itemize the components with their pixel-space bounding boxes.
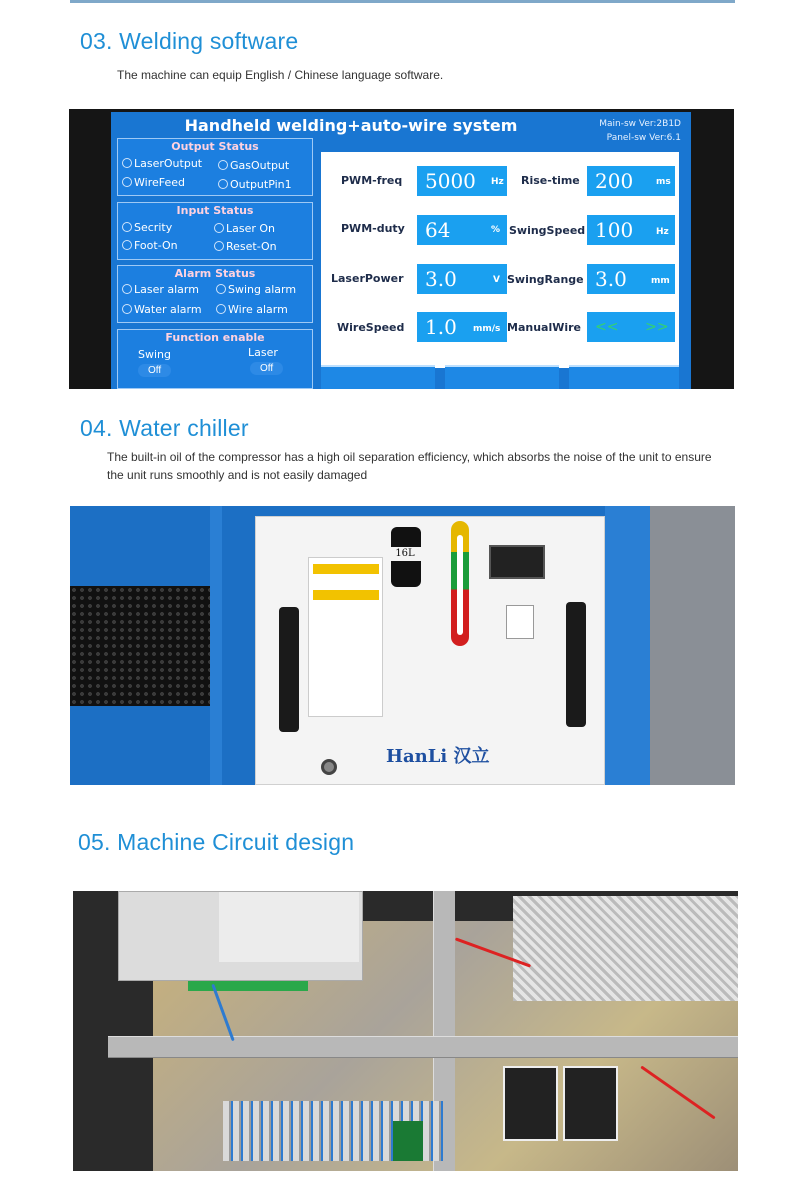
left-handle <box>279 607 299 732</box>
radio-indicator <box>122 240 132 250</box>
background-wall <box>650 506 735 785</box>
radio-indicator <box>214 241 224 251</box>
option-water-alarm: Water alarm <box>122 303 202 316</box>
top-divider <box>70 0 735 3</box>
option-swing-alarm: Swing alarm <box>216 283 296 296</box>
option-gas-output: GasOutput <box>218 159 289 172</box>
wire-speed-label: WireSpeed <box>337 321 405 334</box>
water-chiller-photo <box>70 506 735 785</box>
swing-label: Swing <box>138 348 171 361</box>
wire-speed-value[interactable]: 1.0 <box>417 312 507 342</box>
tank-capacity-label: 16L <box>388 547 422 561</box>
radio-indicator <box>216 284 226 294</box>
bottom-button-1[interactable] <box>321 365 435 389</box>
radio-indicator <box>122 158 132 168</box>
swing-speed-unit: Hz <box>656 227 669 237</box>
caution-stripe <box>313 564 379 574</box>
pwm-freq-value[interactable]: 5000 <box>417 166 507 196</box>
control-board-box <box>118 891 363 981</box>
pwm-duty-unit: % <box>491 225 501 235</box>
brand-logo: HanLi 汉立 <box>386 746 490 767</box>
green-terminal-strip <box>188 981 308 991</box>
vent-mesh <box>70 586 210 706</box>
group-title: Alarm Status <box>174 267 256 280</box>
radio-indicator <box>218 179 228 189</box>
cabinet-side <box>605 506 650 785</box>
group-title: Function enable <box>165 331 265 344</box>
pwm-freq-unit: Hz <box>491 177 504 187</box>
radio-indicator <box>214 223 224 233</box>
caution-label-sheet <box>308 557 383 717</box>
control-board-face <box>219 892 359 962</box>
group-title: Input Status <box>176 204 254 217</box>
panel-version: Panel-sw Ver:6.1 <box>606 133 681 143</box>
radio-indicator <box>218 160 228 170</box>
contactor-2 <box>563 1066 618 1141</box>
function-enable-group <box>117 329 313 389</box>
bottom-button-2[interactable] <box>445 365 559 389</box>
circuit-design-photo <box>73 891 738 1171</box>
swing-range-unit: mm <box>651 276 670 286</box>
input-status-group <box>117 202 313 260</box>
alarm-status-group <box>117 265 313 323</box>
option-laser-alarm: Laser alarm <box>122 283 199 296</box>
laser-power-unit: V <box>493 275 500 285</box>
rise-time-unit: ms <box>656 177 671 187</box>
power-breaker <box>506 605 534 639</box>
rise-time-label: Rise-time <box>521 174 580 187</box>
option-output-pin1: OutputPin1 <box>218 178 292 191</box>
pwm-duty-label: PWM-duty <box>341 222 405 235</box>
bottom-button-3[interactable] <box>569 365 679 389</box>
section-title-water-chiller: 04. Water chiller <box>80 415 249 441</box>
option-foot-on: Foot-On <box>122 239 178 252</box>
power-supply-unit <box>513 896 738 1001</box>
screen-title: Handheld welding+auto-wire system <box>184 116 518 135</box>
contactor-1 <box>503 1066 558 1141</box>
option-security: Secrity <box>122 221 172 234</box>
radio-indicator <box>122 222 132 232</box>
welding-software-photo <box>69 109 734 389</box>
option-reset-on: Reset-On <box>214 240 277 253</box>
section-description-water-chiller: The built-in oil of the compressor has a high oil separation efficiency, which absorbs the noise of the unit to ensure the unit runs smoothly and is not easily damaged <box>107 450 712 482</box>
pwm-freq-label: PWM-freq <box>341 174 403 187</box>
swing-range-label: SwingRange <box>507 273 584 286</box>
chiller-front-panel <box>255 516 605 785</box>
option-wire-feed: WireFeed <box>122 176 185 189</box>
horizontal-cable-duct <box>108 1036 738 1058</box>
radio-indicator <box>216 304 226 314</box>
software-screen <box>111 112 691 389</box>
output-status-group <box>117 138 313 196</box>
radio-indicator <box>122 284 132 294</box>
swing-speed-value[interactable]: 100 <box>587 215 675 245</box>
temperature-controller <box>489 545 545 579</box>
drain-knob <box>321 759 337 775</box>
parameters-panel <box>321 152 679 368</box>
right-handle <box>566 602 586 727</box>
section-title-welding-software: 03. Welding software <box>80 28 299 54</box>
section-description-welding-software: The machine can equip English / Chinese language software. <box>117 68 444 82</box>
caution-stripe <box>313 590 379 600</box>
main-version: Main-sw Ver:2B1D <box>599 119 681 129</box>
option-laser-on: Laser On <box>214 222 275 235</box>
small-pcb <box>393 1121 423 1161</box>
rise-time-value[interactable]: 200 <box>587 166 675 196</box>
option-laser-output: LaserOutput <box>122 157 202 170</box>
swing-toggle[interactable]: Off <box>138 364 171 377</box>
swing-range-value[interactable]: 3.0 <box>587 264 675 294</box>
laser-power-value[interactable]: 3.0 <box>417 264 507 294</box>
laser-label: Laser <box>248 346 278 359</box>
radio-indicator <box>122 177 132 187</box>
group-title: Output Status <box>171 140 259 153</box>
pwm-duty-value[interactable]: 64 <box>417 215 507 245</box>
section-title-circuit-design: 05. Machine Circuit design <box>78 829 355 855</box>
manual-wire-label: ManualWire <box>507 321 582 334</box>
manual-wire-control[interactable]: << >> <box>587 312 675 342</box>
swing-speed-label: SwingSpeed <box>509 224 586 237</box>
gauge-window <box>457 535 463 635</box>
radio-indicator <box>122 304 132 314</box>
option-wire-alarm: Wire alarm <box>216 303 288 316</box>
laser-power-label: LaserPower <box>331 272 404 285</box>
laser-toggle[interactable]: Off <box>250 362 283 375</box>
wire-speed-unit: mm/s <box>473 324 501 334</box>
cabinet-frame <box>210 506 222 785</box>
